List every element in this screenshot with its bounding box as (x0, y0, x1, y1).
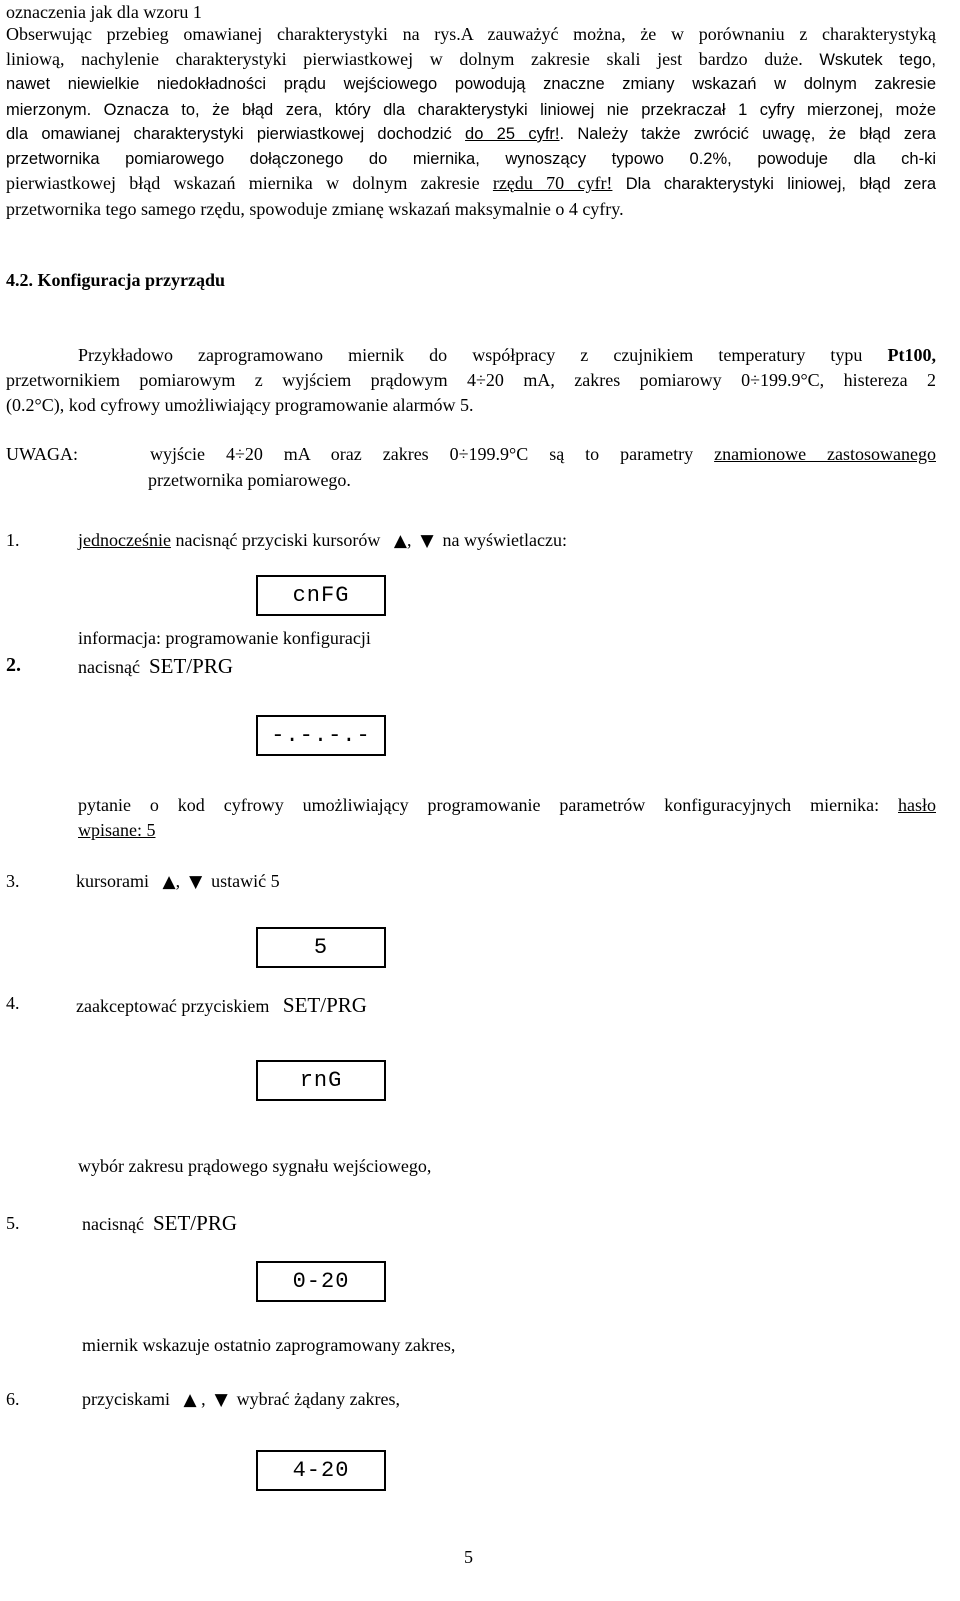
arrow-up-icon: ▲ (162, 872, 176, 892)
step-text (82, 1211, 237, 1236)
display-value: 4-20 (292, 1458, 350, 1483)
display-box (256, 575, 386, 616)
text-line (6, 97, 936, 123)
step-info (78, 795, 936, 816)
text-span: zaakceptować przyciskiem (76, 996, 270, 1016)
step-text (78, 654, 233, 679)
text-span: , (406, 530, 412, 550)
step-text (76, 871, 280, 892)
arrow-down-icon: ▼ (189, 872, 203, 892)
text-span: pierwiastkowej błąd wskazań miernika w dolnym zakresie (6, 173, 480, 193)
text-line (6, 343, 936, 368)
arrow-down-icon: ▼ (420, 531, 434, 551)
text-line: przetwornika tego samego rzędu, spowoduje zmianę wskazań maksymalnie o 4 cyfry. (6, 198, 624, 219)
uwaga-line (150, 444, 936, 465)
text-span: Dla charakterystyki liniowej, błąd zera (625, 175, 937, 193)
display-value: 0-20 (292, 1269, 350, 1294)
text-span: kursorami (76, 871, 149, 891)
step-number: 3. (6, 871, 20, 891)
text-span: Oznacza to, że błąd zera, który dla charakterystyki liniowej nie przekraczał 1 cyfry mierzonej, może (103, 100, 936, 119)
text-span: rzędu 70 cyfr! (492, 173, 613, 193)
text-span: , (175, 871, 181, 891)
arrow-up-icon: ▲ (183, 1390, 197, 1410)
display-box (256, 1060, 386, 1101)
text-span: pytanie o kod cyfrowy umożliwiający programowanie parametrów konfiguracyjnych miernika: (78, 795, 880, 815)
page-number: 5 (464, 1547, 473, 1567)
intro-line: oznaczenia jak dla wzoru 1 (6, 2, 202, 22)
text-span: . Należy także zwrócić uwagę, że błąd zera (559, 125, 936, 143)
intro-paragraph (6, 22, 936, 221)
display-value: cnFG (292, 583, 350, 608)
uwaga-label: UWAGA: (6, 444, 78, 464)
key-label: SET/PRG (282, 993, 367, 1017)
step-text (76, 993, 367, 1018)
step-number: 2. (6, 654, 21, 676)
text-span: liniową, nachylenie charakterystyki pierwiastkowej w dolnym zakresie skali jest bardzo duże. (6, 48, 803, 69)
text-span: do 25 cyfr! (465, 125, 560, 143)
text-span: znamionowe zastosowanego (714, 444, 936, 464)
text-span: nacisnąć (82, 1214, 144, 1234)
display-box (256, 715, 386, 756)
step-text (82, 1389, 400, 1410)
text-span: Wskutek tego, (819, 50, 936, 69)
config-paragraph (6, 343, 936, 418)
step-number: 4. (6, 993, 20, 1013)
arrow-down-icon: ▼ (214, 1390, 228, 1410)
arrow-up-icon: ▲ (393, 531, 407, 551)
text-line (6, 47, 936, 73)
step-info: miernik wskazuje ostatnio zaprogramowany zakres, (82, 1335, 456, 1355)
step-text (78, 530, 567, 551)
text-span: jednocześnie (78, 530, 171, 550)
text-span: mierzonym. (6, 100, 92, 119)
text-span: na wyświetlaczu: (442, 530, 567, 550)
step-info: informacja: programowanie konfiguracji (78, 628, 371, 648)
display-box (256, 1450, 386, 1491)
section-heading: 4.2. Konfiguracja przyrządu (6, 270, 225, 290)
text-line: Obserwując przebieg omawianej charakterystyki na rys.A zauważyć można, że w porównaniu z charakterystyką (6, 24, 936, 44)
text-span: Pt100, (887, 345, 936, 365)
uwaga-line: przetwornika pomiarowego. (148, 470, 351, 490)
key-label: SET/PRG (148, 654, 233, 678)
step-number: 1. (6, 530, 20, 550)
display-value: -.-.-.- (271, 723, 371, 748)
text-line (6, 171, 936, 197)
step-info: wpisane: 5 (78, 820, 156, 840)
display-box (256, 927, 386, 968)
text-line: przetwornika pomiarowego dołączonego do miernika, wynoszący typowo 0.2%, powoduje dla ch-ki (6, 149, 936, 168)
step-info: wybór zakresu prądowego sygnału wejściowego, (78, 1156, 432, 1176)
text-span: hasło (898, 795, 936, 815)
step-number: 6. (6, 1389, 20, 1409)
text-span: Przykładowo zaprogramowano miernik do współpracy z czujnikiem temperatury typu (78, 345, 863, 365)
text-span: wyjście 4÷20 mA oraz zakres 0÷199.9°C są to parametry (150, 444, 694, 464)
text-span: dla omawianej charakterystyki pierwiastkowej dochodzić (6, 125, 452, 143)
text-span: przyciskami (82, 1389, 170, 1409)
text-line (6, 122, 936, 147)
text-line: (0.2°C), kod cyfrowy umożliwiający programowanie alarmów 5. (6, 395, 474, 415)
text-span: nacisnąć przyciski kursorów (175, 530, 381, 550)
text-line: nawet niewielkie niedokładności prądu wejściowego powodują znaczne zmiany wskazań w dolnym zakresie (6, 75, 936, 93)
display-box (256, 1261, 386, 1302)
text-span: , (201, 1389, 206, 1409)
step-number: 5. (6, 1213, 20, 1233)
text-span: wybrać żądany zakres, (236, 1389, 401, 1409)
text-line: przetwornikiem pomiarowym z wyjściem prądowym 4÷20 mA, zakres pomiarowy 0÷199.9°C, histereza 2 (6, 370, 936, 390)
display-value: rnG (299, 1068, 343, 1093)
text-span: nacisnąć (78, 657, 140, 677)
display-value: 5 (313, 935, 329, 960)
key-label: SET/PRG (152, 1211, 237, 1235)
text-span: ustawić 5 (211, 871, 280, 891)
